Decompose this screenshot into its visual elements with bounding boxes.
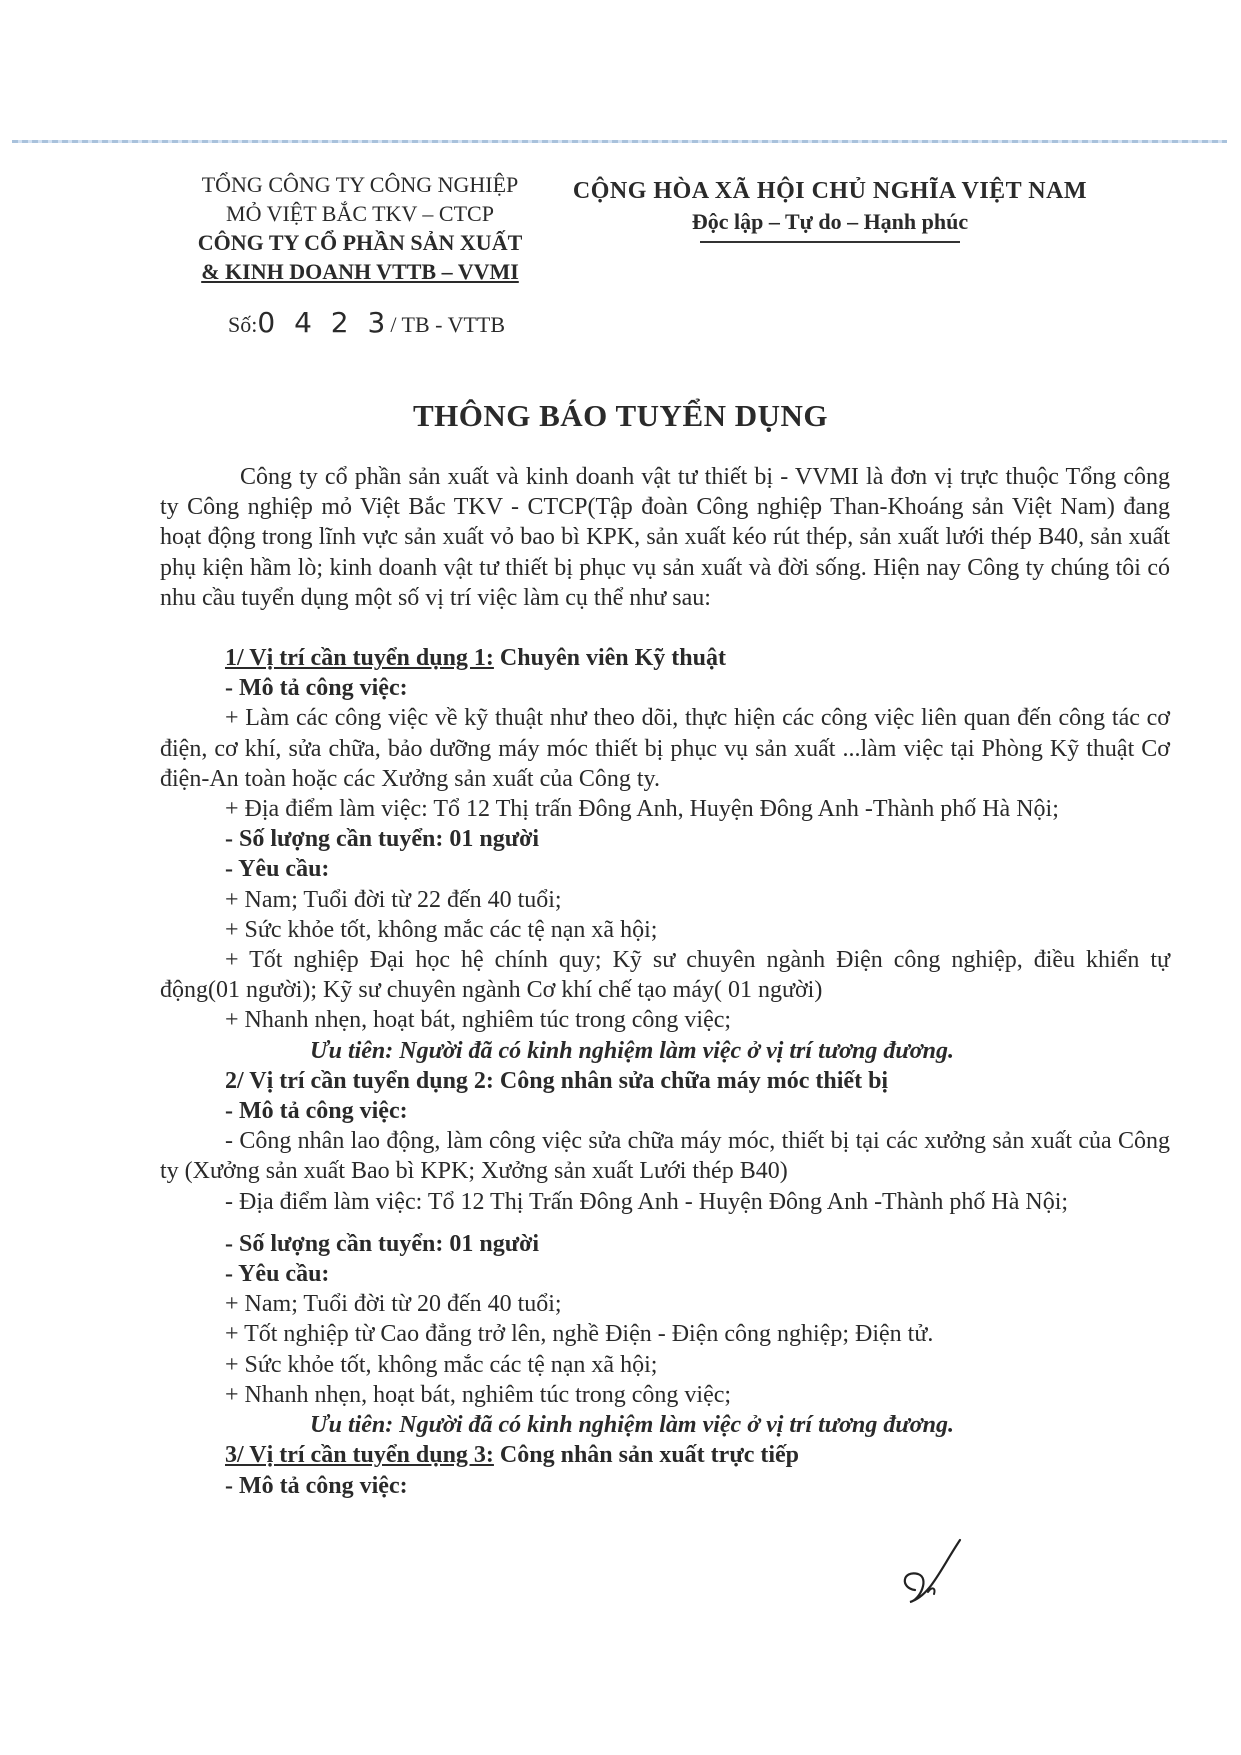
position2-desc: - Công nhân lao động, làm công việc sửa chữa máy móc, thiết bị tại các xưởng sản xuất của Công ty (Xưởng sản xuất Bao bì KPK; Xưởng sản xuất Lưới thép B40)	[160, 1128, 1170, 1185]
so-label: Số:	[228, 312, 258, 337]
position2-heading-label: 2/ Vị trí cần tuyển dụng 2:	[225, 1067, 494, 1094]
issuer-line-2: MỎ VIỆT BẮC TKV – CTCP	[226, 201, 494, 226]
position3-heading-label: 3/ Vị trí cần tuyển dụng 3:	[225, 1442, 494, 1469]
position1-role: Chuyên viên Kỹ thuật	[499, 645, 726, 672]
position1-req-label: - Yêu cầu:	[225, 856, 330, 883]
scan-border-line	[12, 140, 1227, 143]
position1-heading-label: 1/ Vị trí cần tuyển dụng 1:	[225, 645, 494, 672]
intro-paragraph: Công ty cổ phần sản xuất và kinh doanh vật tư thiết bị - VVMI là đơn vị trực thuộc Tổng công ty Công nghiệp mỏ Việt Bắc TKV - CTCP(Tập đoàn Công nghiệp Than-Khoáng sản Việt Nam) đang hoạt động trong lĩnh vực sản xuất vỏ bao bì KPK, sản xuất kéo rút thép, sản xuất lưới thép B40, sản xuất phụ kiện hầm lò; kinh doanh vật tư thiết bị phục vụ sản xuất và đời sống. Hiện nay Công ty chúng tôi có nhu cầu tuyển dụng một số vị trí việc làm cụ thể như sau:	[160, 464, 1170, 611]
document-number	[228, 306, 505, 339]
position2-heading	[160, 1066, 1170, 1096]
position1-req-2: + Sức khỏe tốt, không mắc các tệ nạn xã hội;	[225, 916, 658, 943]
initial-signature	[880, 1530, 970, 1620]
motto-underline	[700, 241, 960, 243]
issuer-line-3: CÔNG TY CỔ PHẦN SẢN XUẤT	[197, 230, 523, 255]
motto: Độc lập – Tự do – Hạnh phúc	[691, 209, 969, 234]
position3-role: Công nhân sản xuất trực tiếp	[499, 1442, 800, 1469]
position1-desc-label: - Mô tả công việc:	[225, 675, 408, 702]
position2-req-1: + Nam; Tuổi đời từ 20 đến 40 tuổi;	[225, 1291, 562, 1318]
position1-priority: Ưu tiên: Người đã có kinh nghiệm làm việc ở vị trí tương đương.	[310, 1037, 954, 1064]
position2-role: Công nhân sửa chữa máy móc thiết bị	[499, 1067, 889, 1094]
position2-req-2: + Tốt nghiệp từ Cao đẳng trở lên, nghề Điện - Điện công nghiệp; Điện tử.	[225, 1321, 934, 1348]
issuer-line-1: TỔNG CÔNG TY CÔNG NGHIỆP	[201, 172, 519, 197]
position1-heading	[160, 643, 1170, 673]
document-body	[160, 462, 1170, 1501]
position2-req-label: - Yêu cầu:	[225, 1261, 330, 1288]
position1-desc: + Làm các công việc về kỹ thuật như theo dõi, thực hiện các công việc liên quan đến công tác cơ điện, cơ khí, sửa chữa, bảo dưỡng máy móc thiết bị phục vụ sản xuất ...làm việc tại Phòng Kỹ thuật Cơ điện-An toàn hoặc các Xưởng sản xuất của Công ty.	[160, 705, 1170, 792]
issuer-block	[170, 170, 550, 286]
position1-req-1: + Nam; Tuổi đời từ 22 đến 40 tuổi;	[225, 886, 562, 913]
position1-location: + Địa điểm làm việc: Tổ 12 Thị trấn Đông Anh, Huyện Đông Anh -Thành phố Hà Nội;	[225, 796, 1059, 823]
position3-desc-label: - Mô tả công việc:	[225, 1472, 408, 1499]
position3-heading	[160, 1440, 1170, 1470]
position1-quantity: - Số lượng cần tuyển: 01 người	[225, 826, 540, 853]
so-number: 0 4 2 3	[257, 306, 391, 339]
nation-name: CỘNG HÒA XÃ HỘI CHỦ NGHĨA VIỆT NAM	[572, 178, 1088, 204]
position2-req-3: + Sức khỏe tốt, không mắc các tệ nạn xã hội;	[225, 1351, 658, 1378]
position2-desc-label: - Mô tả công việc:	[225, 1098, 408, 1125]
page-title: THÔNG BÁO TUYỂN DỤNG	[412, 398, 829, 433]
position2-quantity: - Số lượng cần tuyển: 01 người	[225, 1230, 540, 1257]
position2-location: - Địa điểm làm việc: Tổ 12 Thị Trấn Đông Anh - Huyện Đông Anh -Thành phố Hà Nội;	[225, 1188, 1069, 1215]
position1-req-3: + Tốt nghiệp Đại học hệ chính quy; Kỹ sư chuyên ngành Điện công nghiệp, điều khiển tự động(01 người); Kỹ sư chuyên ngành Cơ khí chế tạo máy( 01 người)	[160, 947, 1170, 1004]
position1-req-4: + Nhanh nhẹn, hoạt bát, nghiêm túc trong công việc;	[225, 1007, 732, 1034]
position2-req-4: + Nhanh nhẹn, hoạt bát, nghiêm túc trong công việc;	[225, 1381, 732, 1408]
national-motto	[560, 178, 1100, 243]
position2-priority: Ưu tiên: Người đã có kinh nghiệm làm việc ở vị trí tương đương.	[310, 1412, 954, 1439]
so-suffix: / TB - VTTB	[390, 312, 506, 337]
issuer-line-4: & KINH DOANH VTTB – VVMI	[201, 259, 519, 284]
